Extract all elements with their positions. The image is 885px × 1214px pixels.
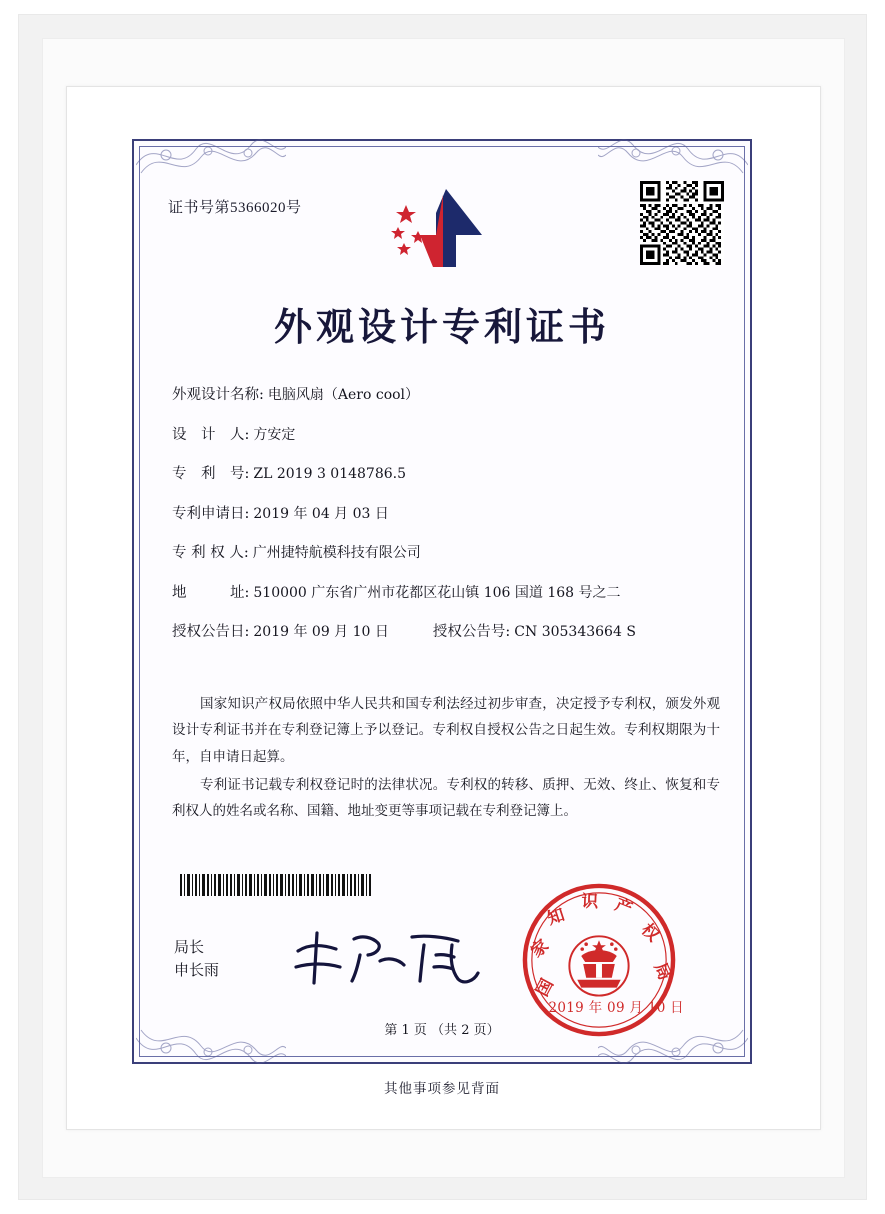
svg-text:权: 权	[637, 919, 664, 946]
field-row-patent-number	[172, 465, 720, 484]
back-side-note: 其他事项参见背面	[384, 1081, 500, 1097]
field-list	[172, 386, 720, 663]
ornament-top-right-icon	[598, 125, 748, 185]
legal-text	[172, 691, 720, 827]
svg-text:知: 知	[544, 904, 567, 929]
seal-date: 2019 年 09 月 10 日	[548, 1000, 684, 1016]
director-title-line-1: 局长	[174, 938, 205, 956]
field-label: 地 址:	[172, 584, 250, 601]
field-value: ZL 2019 3 0148786.5	[253, 466, 407, 482]
legal-paragraph-2: 专利证书记载专利权登记时的法律状况。专利权的转移、质押、无效、终止、恢复和专利权人的姓名或名称、国籍、地址变更等事项记载在专利登记簿上。	[172, 776, 720, 820]
field-value: 电脑风扇（Aero cool）	[267, 387, 420, 403]
cnipa-logo-icon	[386, 183, 506, 273]
field-row-address	[172, 584, 720, 603]
field-row-patentee	[172, 544, 720, 563]
director-title	[174, 936, 219, 983]
svg-text:家: 家	[526, 934, 553, 962]
svg-text:产: 产	[612, 893, 636, 919]
field-value: 方安定	[253, 426, 296, 443]
legal-paragraph-1: 国家知识产权局依照中华人民共和国专利法经过初步审查，决定授予专利权，颁发外观设计专利证书并在专利登记簿上予以登记。专利权自授权公告之日起生效。专利权期限为十年，自申请日起算。	[172, 696, 720, 765]
field-label: 专利申请日:	[172, 505, 250, 522]
field-label: 授权公告日:	[172, 624, 250, 640]
director-name-line: 申长雨	[174, 961, 220, 980]
field-row-application-date	[172, 505, 720, 524]
handwritten-signature-icon	[284, 921, 504, 991]
field-value: 510000 广东省广州市花都区花山镇 106 国道 168 号之二	[253, 584, 621, 601]
certificate-number: 证书号第5366020号	[168, 200, 302, 216]
page-title: 外观设计专利证书	[273, 304, 610, 349]
field-value: 2019 年 04 月 03 日	[253, 505, 389, 522]
patent-certificate	[132, 139, 752, 1064]
svg-text:识: 识	[581, 890, 599, 912]
field-row-grant-announcement	[172, 623, 720, 642]
field-row-designer	[172, 426, 720, 445]
svg-text:局: 局	[650, 959, 676, 983]
field-value: 广州捷特航模科技有限公司	[252, 545, 421, 561]
ornament-top-left-icon	[136, 125, 286, 185]
field-label: 外观设计名称:	[172, 387, 264, 403]
field-row-design-name	[172, 386, 720, 405]
field-value: 2019 年 09 月 10 日	[253, 624, 389, 640]
field-label: 专 利 号:	[172, 466, 250, 482]
field-label-secondary: 授权公告号:	[432, 624, 511, 640]
page-number: 第 1 页 （共 2 页）	[384, 1023, 500, 1038]
field-label: 专 利 权 人:	[172, 545, 249, 561]
field-value-secondary: CN 305343664 S	[514, 624, 636, 640]
field-label: 设 计 人:	[172, 426, 250, 443]
svg-text:国: 国	[531, 975, 558, 1000]
qr-code-icon	[640, 181, 724, 265]
barcode-icon	[180, 874, 372, 896]
